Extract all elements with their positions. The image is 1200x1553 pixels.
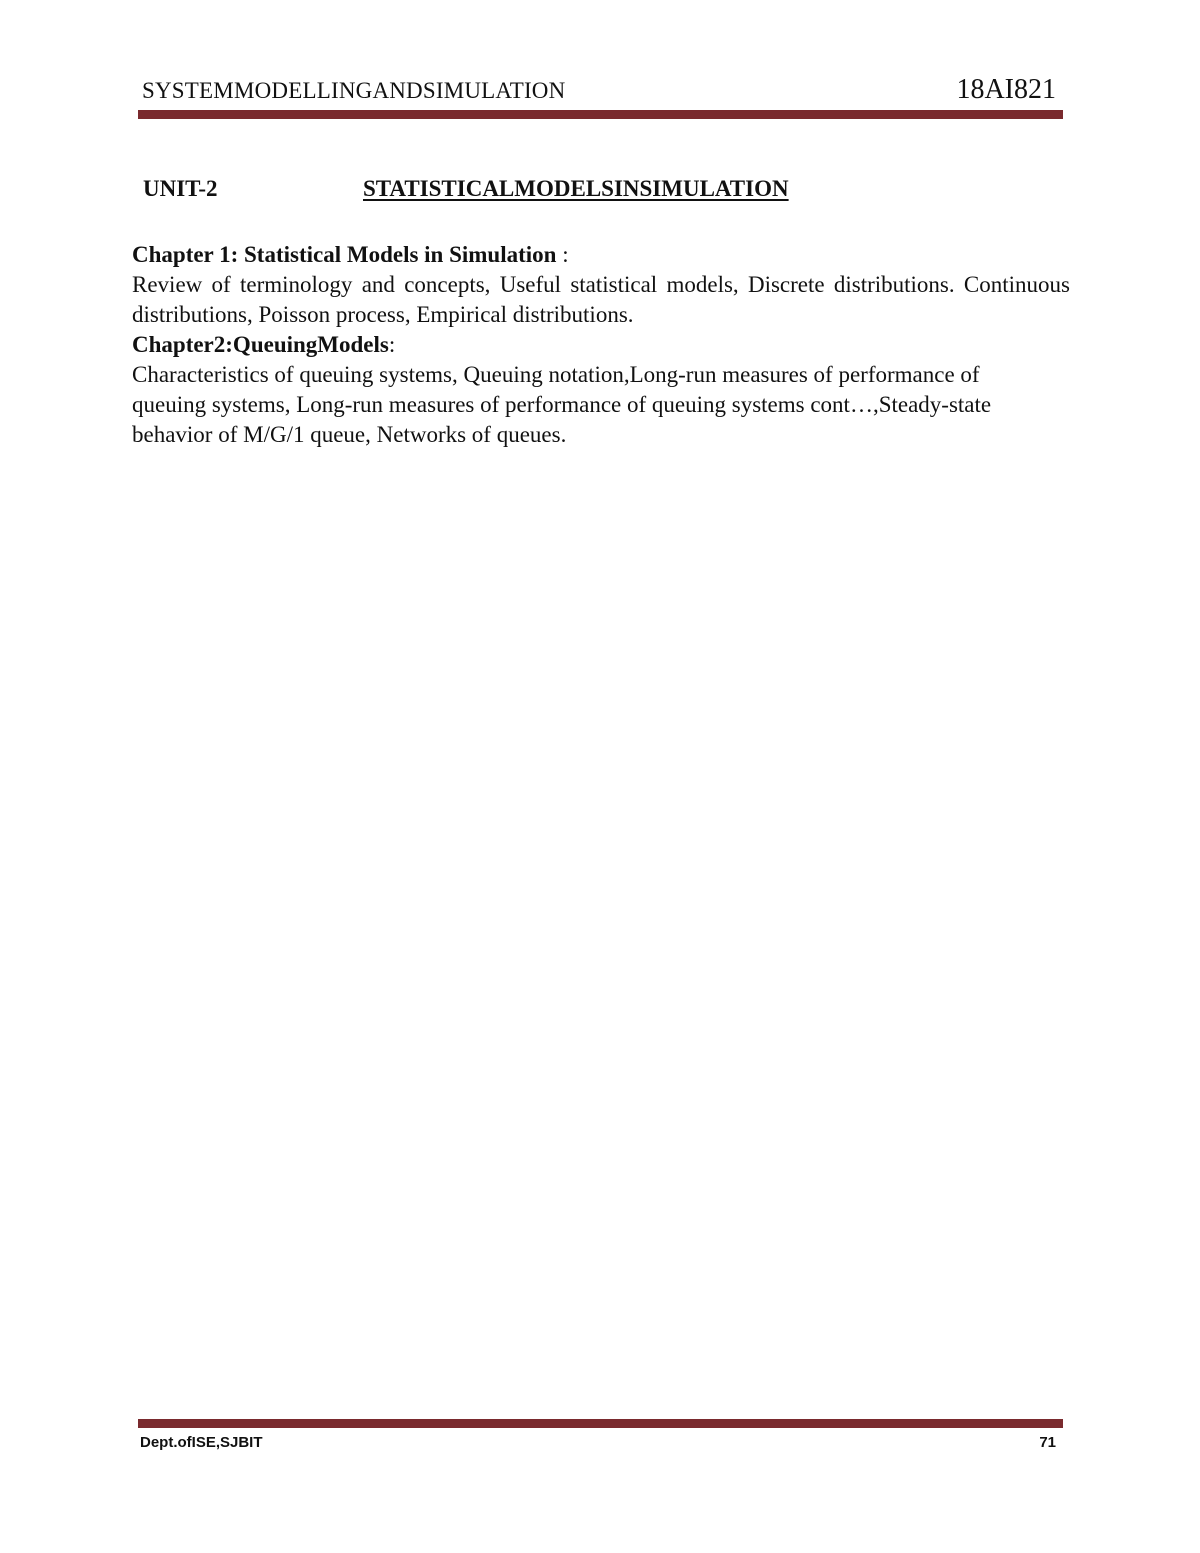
- header-course-title: SYSTEMMODELLINGANDSIMULATION: [142, 78, 566, 103]
- chapter-1-body: Review of terminology and concepts, Useful statistical models, Discrete distributions. Continuous distributions, Poisson process, Empirical distributions.: [132, 272, 1070, 327]
- chapter-2-body: Characteristics of queuing systems, Queuing notation,Long-run measures of performance of queuing systems, Long-run measures of performance of queuing systems cont…,Steady-state behavior of M/G/1 queue, Networks of queues.: [132, 362, 992, 447]
- chapter-2-heading: [132, 330, 1070, 360]
- footer-page-number: 71: [1039, 1434, 1056, 1451]
- header-rule: [138, 110, 1063, 119]
- chapter-1-heading: [132, 240, 1070, 270]
- chapter-2-heading-suffix: :: [388, 332, 396, 357]
- unit-heading: [143, 176, 1043, 210]
- footer-department: Dept.ofISE,SJBIT: [140, 1434, 263, 1451]
- header-course-code: 18AI821: [956, 74, 1056, 105]
- chapter-1-heading-text: Chapter 1: Statistical Models in Simulation: [132, 242, 557, 267]
- chapter-1-heading-suffix: :: [556, 242, 569, 267]
- page-footer: [140, 1434, 1062, 1460]
- syllabus-content: [132, 240, 1070, 450]
- unit-label: UNIT-2: [143, 176, 218, 201]
- chapter-2-heading-text: Chapter2:QueuingModels: [132, 332, 389, 357]
- footer-rule: [138, 1419, 1063, 1428]
- page-header: [140, 76, 1062, 110]
- unit-title: STATISTICALMODELSINSIMULATION: [363, 176, 789, 201]
